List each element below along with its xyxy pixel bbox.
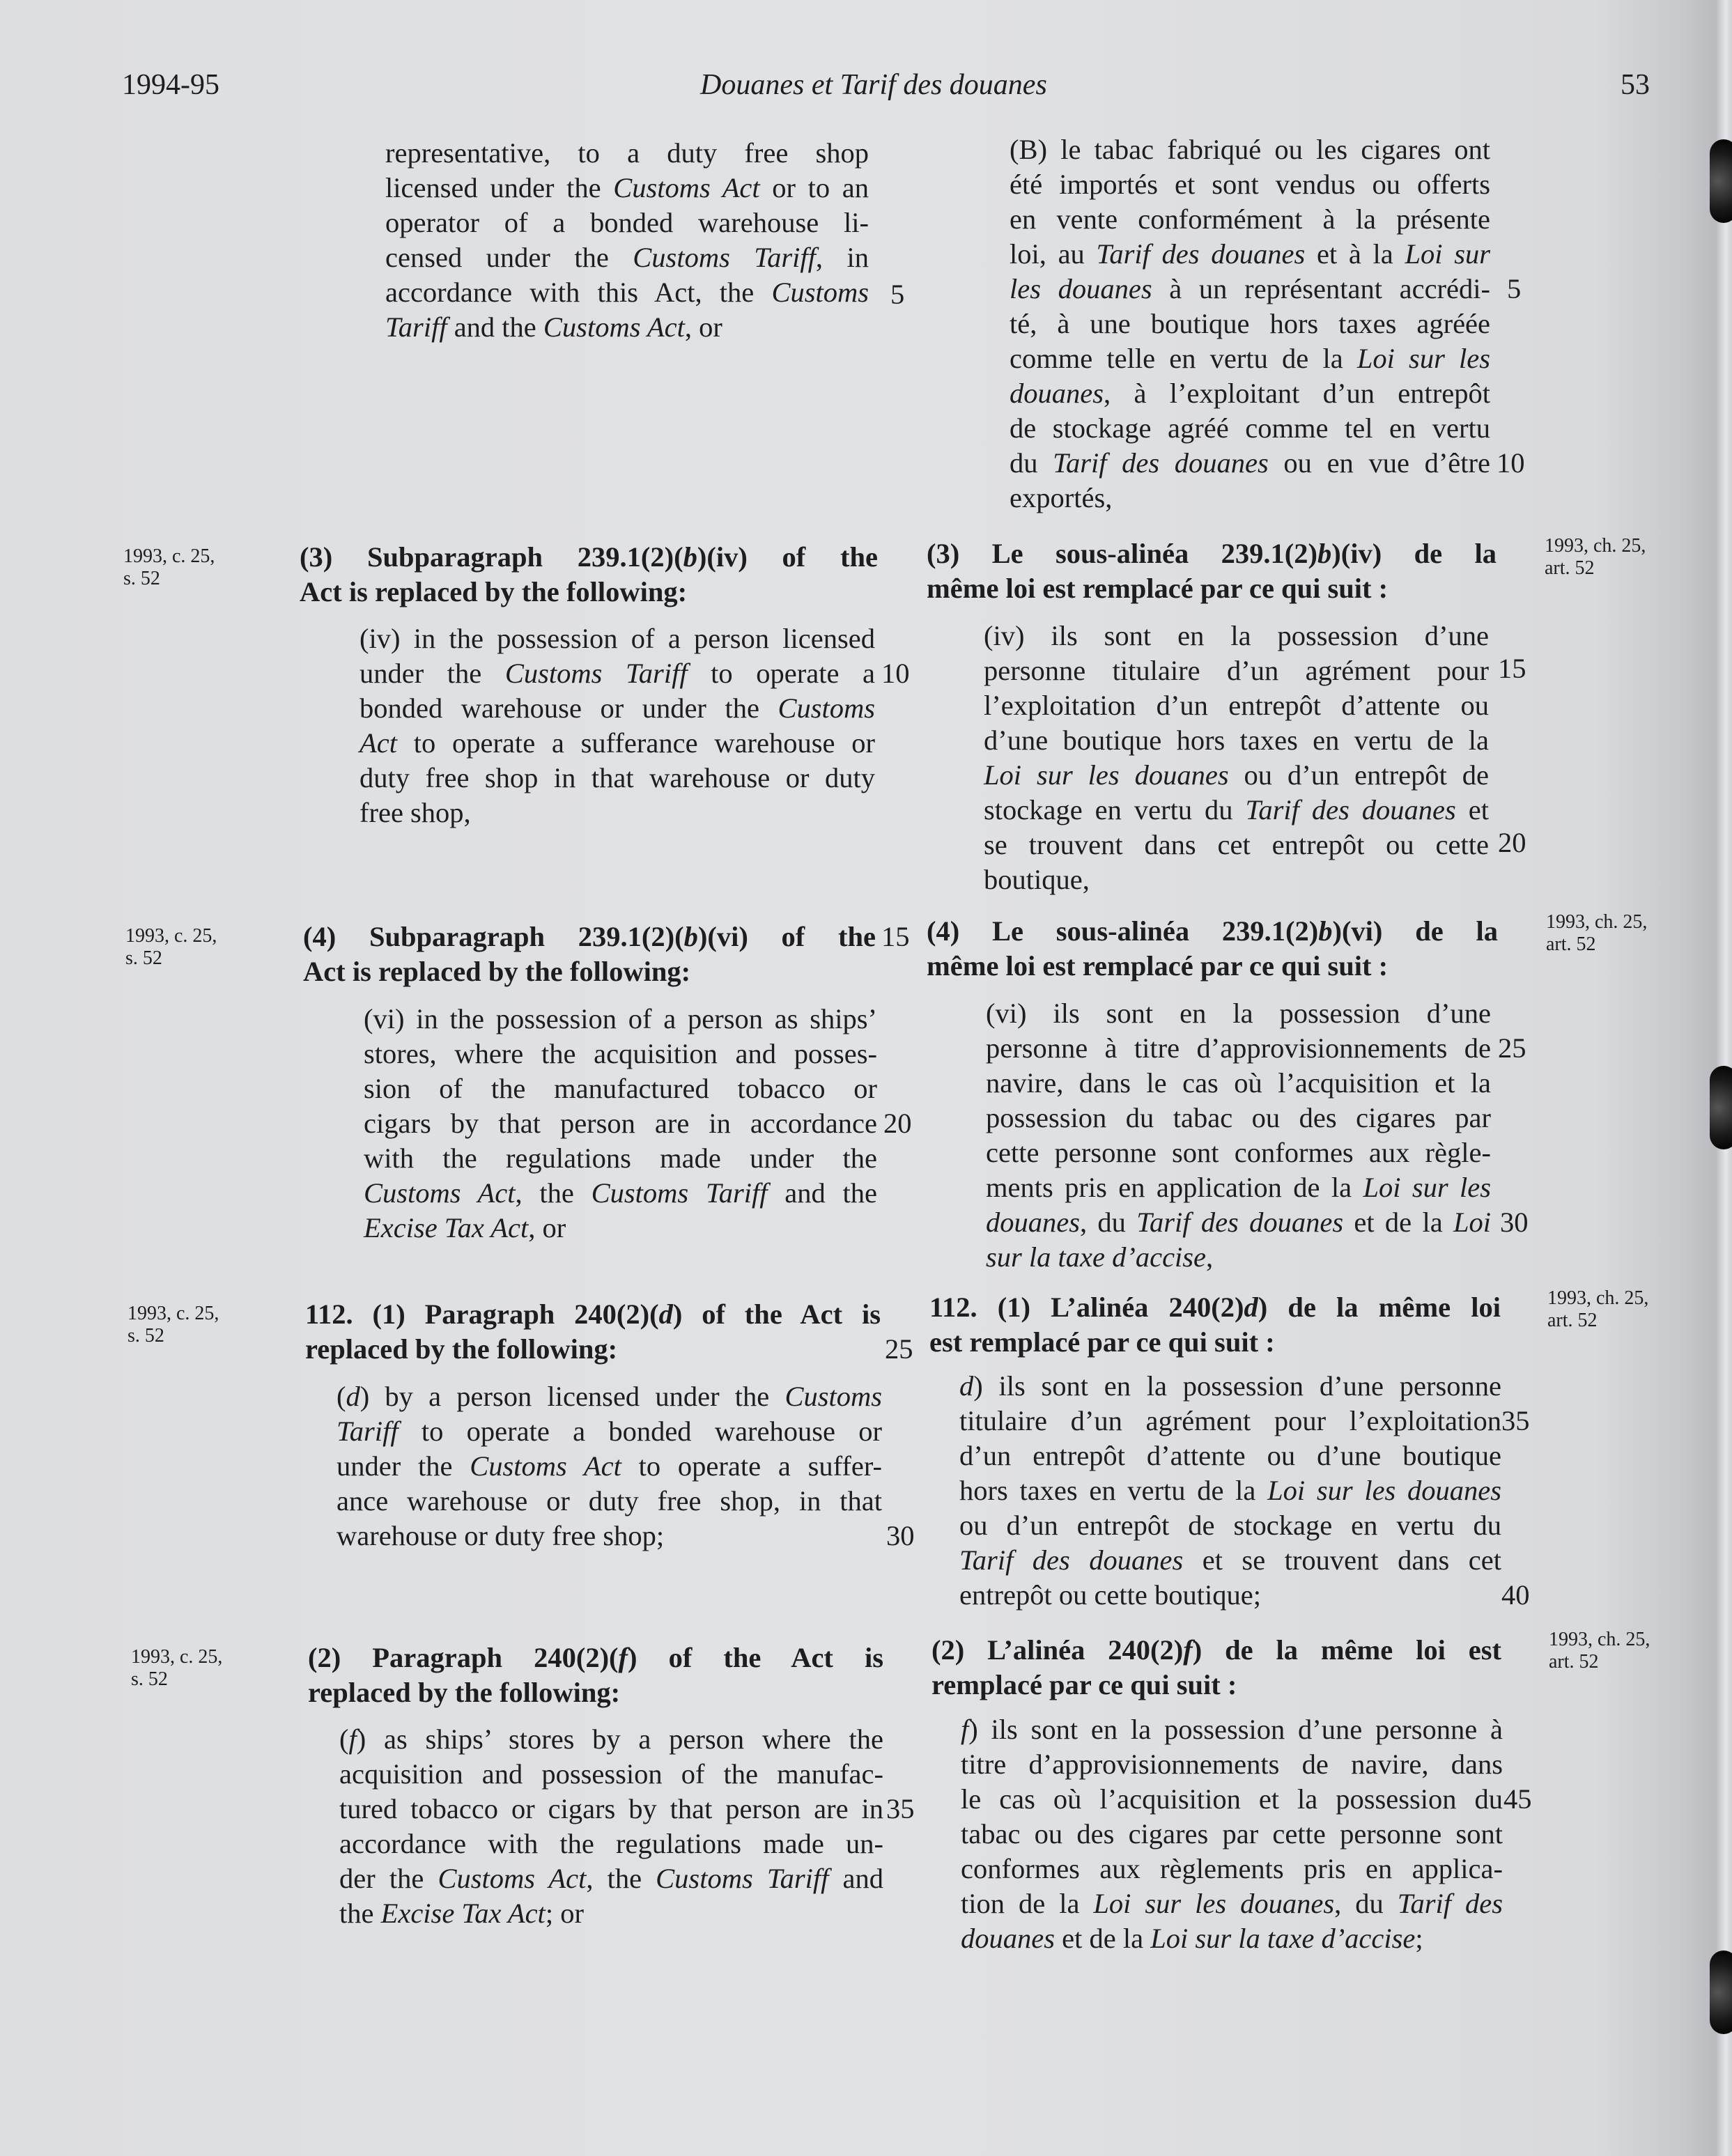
fr-paragraph-b-continued — [1010, 132, 1490, 515]
text-line: (2) L’alinéa 240(2)f) de la même loi est — [931, 1634, 1501, 1666]
line-number: 5 — [890, 279, 905, 310]
fr-heading-sous-alinea-iv — [927, 536, 1497, 606]
text-line: (3) Subparagraph 239.1(2)(b)(iv) of the — [300, 541, 878, 573]
text-line: titulaire d’un agrément pour l’exploitation — [959, 1405, 1501, 1436]
text-line: free shop, — [359, 797, 471, 828]
margin-note-left: 1993, c. 25, s. 52 — [131, 1646, 223, 1690]
text-line: stores, where the acquisition and posses- — [364, 1038, 877, 1069]
margin-note-left: 1993, c. 25, s. 52 — [123, 545, 215, 589]
header-year: 1994-95 — [122, 69, 219, 101]
text-line: Tariff and the Customs Act, or — [385, 311, 722, 343]
line-number: 15 — [1498, 653, 1526, 684]
text-line: (iv) in the possession of a person licensed — [359, 623, 875, 654]
text-line: douanes, à l’exploitant d’un entrepôt — [1010, 378, 1490, 409]
binder-ring-icon — [1710, 1951, 1732, 2034]
text-line: de stockage agréé comme tel en vertu — [1010, 412, 1490, 444]
margin-note-right: 1993, ch. 25, art. 52 — [1549, 1629, 1650, 1673]
text-line: les douanes à un représentant accrédi- — [1010, 273, 1491, 304]
text-line: Excise Tax Act, or — [364, 1212, 566, 1243]
line-number: 45 — [1503, 1783, 1532, 1815]
fr-heading-article-112-1 — [929, 1290, 1501, 1360]
text-line: Act to operate a sufferance warehouse or — [359, 727, 875, 759]
text-line: Loi sur les douanes ou d’un entrepôt de — [984, 759, 1489, 791]
text-line: Tariff to operate a bonded warehouse or — [337, 1416, 882, 1447]
text-line: (4) Le sous-alinéa 239.1(2)b)(vi) de la — [927, 915, 1498, 947]
text-line: accordance with the regulations made un- — [339, 1828, 883, 1859]
text-line: Customs Act, the Customs Tariff and the — [364, 1177, 877, 1209]
text-line: bonded warehouse or under the Customs — [359, 692, 875, 724]
text-line: (iv) ils sont en la possession d’une — [984, 620, 1489, 651]
line-number: 40 — [1501, 1579, 1530, 1611]
en-heading-section-112-1 — [305, 1297, 881, 1367]
text-line: boutique, — [984, 864, 1090, 895]
text-line: est remplacé par ce qui suit : — [929, 1326, 1275, 1358]
margin-note-right: 1993, ch. 25, art. 52 — [1547, 1287, 1649, 1331]
text-line: with the regulations made under the — [364, 1142, 877, 1174]
text-line: même loi est remplacé par ce qui suit : — [927, 950, 1389, 982]
text-line: ments pris en application de la Loi sur les — [986, 1172, 1491, 1203]
text-line: tured tobacco or cigars by that person are in — [339, 1793, 883, 1824]
line-number: 30 — [1500, 1207, 1529, 1238]
text-line: warehouse or duty free shop; — [337, 1520, 665, 1551]
line-number: 30 — [886, 1520, 915, 1551]
text-line: der the Customs Act, the Customs Tariff and — [339, 1863, 883, 1894]
text-line: ou d’un entrepôt de stockage en vertu du — [959, 1510, 1501, 1541]
text-line: cette personne sont conformes aux règle- — [986, 1137, 1491, 1168]
fr-clause-iv — [984, 619, 1489, 897]
text-line: 112. (1) L’alinéa 240(2)d) de la même loi — [929, 1292, 1501, 1323]
text-line: f) ils sont en la possession d’une personne à — [961, 1714, 1503, 1745]
text-line: l’exploitation d’un entrepôt d’attente ou — [984, 690, 1489, 721]
margin-note-left: 1993, c. 25, s. 52 — [125, 925, 217, 969]
text-line: (4) Subparagraph 239.1(2)(b)(vi) of the — [303, 921, 876, 952]
text-line: (vi) ils sont en la possession d’une — [986, 998, 1491, 1029]
text-line: cigars by that person are in accordance — [364, 1108, 877, 1139]
fr-heading-article-112-2 — [931, 1633, 1501, 1703]
text-line: under the Customs Tariff to operate a — [359, 658, 875, 689]
text-line: même loi est remplacé par ce qui suit : — [927, 573, 1389, 604]
line-number: 5 — [1507, 273, 1522, 304]
text-line: acquisition and possession of the manufac- — [339, 1758, 883, 1790]
text-line: possession du tabac ou des cigares par — [986, 1102, 1491, 1133]
en-heading-section-112-2 — [308, 1641, 883, 1710]
text-line: (vi) in the possession of a person as ships’ — [364, 1003, 877, 1034]
text-line: duty free shop in that warehouse or duty — [359, 762, 875, 793]
text-line: d) ils sont en la possession d’une personne — [959, 1370, 1501, 1402]
text-line: exportés, — [1010, 482, 1113, 513]
text-line: accordance with this Act, the Customs — [385, 277, 869, 308]
line-number: 35 — [1501, 1405, 1530, 1436]
text-line: the Excise Tax Act; or — [339, 1898, 584, 1929]
text-line: personne à titre d’approvisionnements de — [986, 1032, 1491, 1064]
line-number: 25 — [1498, 1032, 1526, 1064]
line-number: 25 — [885, 1333, 913, 1365]
en-paragraph-b-continued — [385, 136, 869, 345]
en-paragraph-f — [339, 1722, 883, 1931]
text-line: sion of the manufactured tobacco or — [364, 1073, 877, 1104]
fr-alinea-d — [959, 1369, 1501, 1613]
text-line: conformes aux règlements pris en applica- — [961, 1853, 1503, 1884]
en-clause-vi — [364, 1002, 877, 1246]
line-number: 20 — [883, 1108, 912, 1139]
text-line: titre d’approvisionnements de navire, dans — [961, 1748, 1503, 1780]
line-number: 20 — [1498, 827, 1526, 858]
text-line: té, à une boutique hors taxes agréée — [1010, 308, 1490, 339]
text-line: se trouvent dans cet entrepôt ou cette — [984, 829, 1489, 860]
text-line: representative, to a duty free shop — [385, 137, 869, 169]
line-number: 10 — [881, 658, 910, 689]
text-line: Act is replaced by the following: — [300, 576, 688, 607]
text-line: Tarif des douanes et se trouvent dans cet — [959, 1544, 1501, 1576]
text-line: 112. (1) Paragraph 240(2)(d) of the Act is — [305, 1298, 881, 1330]
text-line: censed under the Customs Tariff, in — [385, 242, 869, 273]
text-line: (B) le tabac fabriqué ou les cigares ont — [1010, 134, 1490, 165]
fr-heading-sous-alinea-vi — [927, 914, 1498, 984]
text-line: d’une boutique hors taxes en vertu de la — [984, 724, 1489, 756]
text-line: comme telle en vertu de la Loi sur les — [1010, 343, 1490, 374]
binder-ring-icon — [1710, 1066, 1732, 1149]
text-line: remplacé par ce qui suit : — [931, 1669, 1237, 1700]
text-line: le cas où l’acquisition et la possession du — [961, 1783, 1503, 1815]
text-line: (d) by a person licensed under the Customs — [337, 1381, 882, 1412]
text-line: sur la taxe d’accise, — [986, 1241, 1214, 1273]
text-line: (f) as ships’ stores by a person where the — [339, 1723, 883, 1755]
text-line: operator of a bonded warehouse li- — [385, 207, 869, 238]
text-line: under the Customs Act to operate a suffer- — [337, 1450, 882, 1482]
text-line: douanes et de la Loi sur la taxe d’accise; — [961, 1923, 1423, 1954]
fr-alinea-f — [961, 1712, 1503, 1956]
text-line: tion de la Loi sur les douanes, du Tarif des — [961, 1888, 1503, 1919]
margin-note-left: 1993, c. 25, s. 52 — [127, 1303, 219, 1347]
margin-note-right: 1993, ch. 25, art. 52 — [1545, 535, 1646, 579]
line-number: 15 — [881, 921, 910, 952]
header-title: Douanes et Tarif des douanes — [700, 69, 1047, 101]
text-line: en vente conformément à la présente — [1010, 203, 1490, 235]
text-line: douanes, du Tarif des douanes et de la Loi — [986, 1207, 1492, 1238]
text-line: ance warehouse or duty free shop, in that — [337, 1485, 882, 1517]
text-line: loi, au Tarif des douanes et à la Loi sur — [1010, 238, 1491, 270]
en-heading-subparagraph-239-vi — [303, 920, 876, 989]
line-number: 35 — [886, 1793, 915, 1824]
text-line: licensed under the Customs Act or to an — [385, 172, 869, 203]
header-page-number: 53 — [1621, 69, 1650, 101]
text-line: hors taxes en vertu de la Loi sur les douanes — [959, 1475, 1502, 1506]
binder-ring-icon — [1710, 139, 1732, 223]
text-line: replaced by the following: — [308, 1677, 621, 1708]
text-line: stockage en vertu du Tarif des douanes et — [984, 794, 1490, 825]
text-line: personne titulaire d’un agrément pour — [984, 655, 1489, 686]
text-line: navire, dans le cas où l’acquisition et la — [986, 1067, 1491, 1099]
en-clause-iv — [359, 621, 875, 830]
en-heading-subparagraph-239-iv — [300, 540, 878, 610]
text-line: Act is replaced by the following: — [303, 956, 691, 987]
fr-clause-vi — [986, 996, 1491, 1275]
line-number: 10 — [1497, 447, 1525, 479]
text-line: d’un entrepôt d’attente ou d’une boutique — [959, 1440, 1501, 1471]
text-line: entrepôt ou cette boutique; — [959, 1579, 1261, 1611]
text-line: (2) Paragraph 240(2)(f) of the Act is — [308, 1642, 883, 1673]
text-line: été importés et sont vendus ou offerts — [1010, 169, 1490, 200]
margin-note-right: 1993, ch. 25, art. 52 — [1546, 911, 1648, 955]
text-line: tabac ou des cigares par cette personne sont — [961, 1818, 1503, 1849]
text-line: du Tarif des douanes ou en vue d’être — [1010, 447, 1491, 479]
en-paragraph-d — [337, 1379, 882, 1553]
text-line: (3) Le sous-alinéa 239.1(2)b)(iv) de la — [927, 538, 1497, 569]
text-line: replaced by the following: — [305, 1333, 618, 1365]
